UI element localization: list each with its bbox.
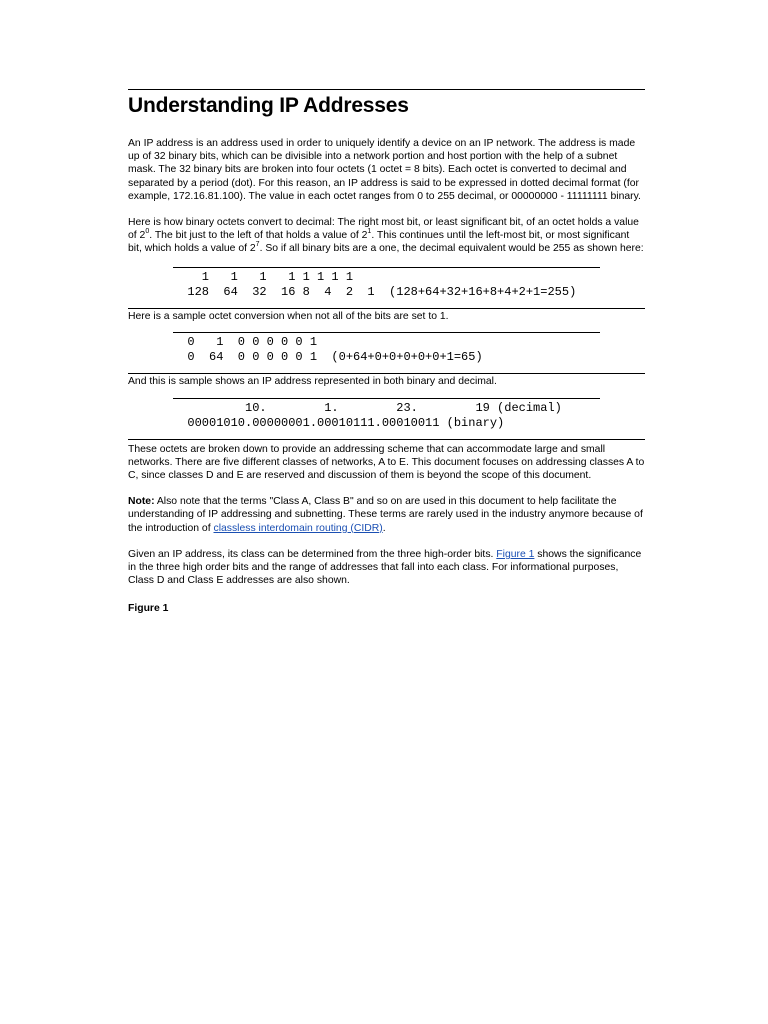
octet-sample-caption: Here is a sample octet conversion when not all of the bits are set to 1.	[128, 310, 449, 322]
ip-sample-caption: And this is sample shows an IP address represented in both binary and decimal.	[128, 375, 497, 387]
divider	[128, 308, 645, 309]
class-paragraph: Given an IP address, its class can be determined from the three high-order bits. Figure 1 shows the significance in the three high order bits and the range of addresses that fall into each class. For informational purposes, Class D and Class E addresses are also shown.	[128, 548, 642, 587]
figure-1-link[interactable]: Figure 1	[496, 548, 535, 560]
page-title: Understanding IP Addresses	[128, 94, 409, 117]
note-label: Note:	[128, 496, 155, 508]
divider	[128, 373, 645, 374]
intro-paragraph: An IP address is an address used in order to uniquely identify a device on an IP network. The address is made up of 32 binary bits, which can be divisible into a network portion and host portion with the help of a subnet mask. The 32 binary bits are broken into four octets (1 octet = 8 bits). Each octet is converted to decimal and separated by a period (dot). For this reason, an IP address is said to be expressed in dotted decimal format (for example, 172.16.81.100). The value in each octet ranges from 0 to 255 decimal, or 00000000 - 11111111 binary.	[128, 138, 641, 202]
note-paragraph: Note: Also note that the terms "Class A, Class B" and so on are used in this document to help facilitate the understanding of IP addressing and subnetting. These terms are rarely used in the industry anymore because of the introduction of classless interdomain routing (CIDR).	[128, 496, 643, 534]
binary-example-255: 1 1 1 1 1 1 1 1 128 64 32 16 8 4 2 1 (128+64+32+16+8+4+2+1=255)	[173, 267, 600, 300]
top-rule	[128, 89, 645, 90]
octets-paragraph: These octets are broken down to provide an addressing scheme that can accommodate large and small networks. There are five different classes of networks, A to E. This document focuses on addressing classes A to C, since classes D and E are reserved and discussion of them is beyond the scope of this document.	[128, 443, 645, 482]
document-page	[128, 89, 645, 616]
figure-label: Figure 1	[128, 603, 169, 615]
binary-conversion-paragraph: Here is how binary octets convert to decimal: The right most bit, or least significant bit, of an octet holds a value of $2^0$. The bit just to the left of that holds a value of $2^1$. This continues until the left-most bit, or most significant bit, which holds a value of $2^7$. So if all binary bits are a one, the decimal equivalent would be 255 as shown here:	[128, 217, 644, 255]
ip-address-example: 10. 1. 23. 19 (decimal) 00001010.00000001.00010111.00010011 (binary)	[173, 398, 600, 431]
binary-example-65: 0 1 0 0 0 0 0 1 0 64 0 0 0 0 0 1 (0+64+0+0+0+0+0+1=65)	[173, 332, 600, 365]
divider	[128, 439, 645, 440]
cidr-link[interactable]: classless interdomain routing (CIDR)	[213, 522, 383, 534]
